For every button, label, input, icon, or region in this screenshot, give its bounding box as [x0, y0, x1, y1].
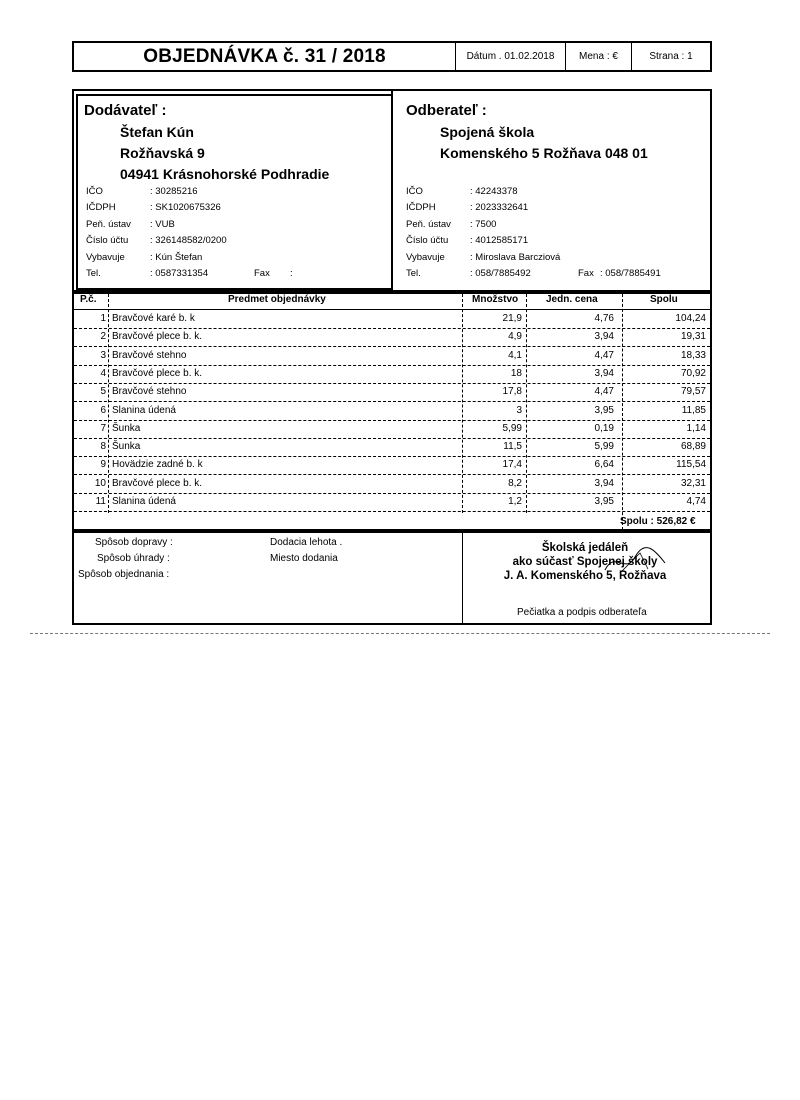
supplier-heading: Dodávateľ :	[84, 102, 167, 119]
row-number: 3	[100, 349, 106, 361]
row-total: 79,57	[680, 386, 706, 398]
row-total: 18,33	[680, 349, 706, 361]
row-quantity: 17,4	[502, 459, 522, 471]
row-unit-price: 3,94	[594, 477, 614, 489]
delivery-time: Dodacia lehota .	[270, 537, 343, 548]
customer-field-label: IČO	[406, 186, 423, 197]
customer-field-value: : 42243378	[470, 186, 518, 197]
row-number: 5	[100, 386, 106, 398]
table-row	[74, 420, 710, 439]
grand-total: Spolu : 526,82 €	[620, 516, 696, 527]
customer-field-label: Číslo účtu	[406, 235, 449, 247]
col-header-pc: P.č.	[80, 294, 97, 305]
table-row	[74, 310, 710, 329]
row-item: Bravčové plece b. k.	[112, 367, 203, 379]
supplier-field-value: : Kún Štefan	[150, 251, 203, 263]
row-number: 6	[100, 404, 106, 416]
customer-address: Komenského 5 Rožňava 048 01	[440, 145, 648, 161]
row-unit-price: 3,94	[594, 367, 614, 379]
row-total: 104,24	[675, 313, 706, 324]
row-total: 68,89	[680, 441, 706, 453]
table-row	[74, 456, 710, 475]
customer-field-value: : 4012585171	[470, 235, 529, 247]
table-row	[74, 365, 710, 384]
signature-scribble	[600, 545, 670, 580]
row-quantity: 5,99	[502, 422, 522, 434]
customer-fax-value: : 058/7885491	[600, 268, 661, 279]
customer-field-label: Tel.	[406, 268, 421, 279]
supplier-field-value: : VUB	[150, 218, 175, 230]
table-row	[74, 347, 710, 366]
customer-heading: Odberateľ :	[406, 102, 487, 119]
row-number: 1	[100, 313, 106, 324]
order-date: Dátum . 01.02.2018	[455, 43, 565, 70]
customer-field-value: : 2023332641	[470, 202, 529, 214]
supplier-field-value: : SK1020675326	[150, 202, 221, 214]
row-item: Bravčové stehno	[112, 349, 187, 361]
supplier-city: 04941 Krásnohorské Podhradie	[120, 166, 330, 182]
row-number: 9	[100, 459, 106, 471]
supplier-field-label: Číslo účtu	[86, 235, 129, 247]
row-total: 4,74	[686, 496, 706, 507]
customer-field-label: Vybavuje	[406, 251, 445, 263]
delivery-place: Miesto dodania	[270, 553, 338, 564]
transport-method: Spôsob dopravy :	[95, 537, 173, 548]
row-unit-price: 4,47	[594, 349, 614, 361]
stamp-line-1: Školská jedáleň	[541, 542, 629, 554]
row-quantity: 4,9	[508, 331, 522, 343]
parties-divider	[391, 89, 393, 292]
supplier-field-label: Peň. ústav	[86, 218, 131, 230]
stamp-line-2: ako súčasť Spojenej školy	[512, 556, 658, 568]
supplier-field-value: : 30285216	[150, 186, 198, 197]
row-unit-price: 3,95	[594, 404, 614, 416]
col-header-total: Spolu	[650, 294, 678, 305]
row-item: Bravčové plece b. k.	[112, 477, 203, 489]
col-header-unit-price: Jedn. cena	[546, 294, 598, 305]
customer-name: Spojená škola	[440, 124, 535, 140]
row-quantity: 3	[516, 404, 522, 416]
footer-divider	[462, 531, 463, 625]
row-unit-price: 4,47	[594, 386, 614, 398]
table-row	[74, 402, 710, 421]
row-item: Bravčové stehno	[112, 386, 187, 398]
row-quantity: 11,5	[503, 441, 522, 453]
row-number: 8	[100, 441, 106, 453]
row-unit-price: 3,94	[594, 331, 614, 343]
row-unit-price: 4,76	[594, 313, 614, 324]
supplier-fax-label: Fax	[254, 268, 270, 279]
row-item: Bravčové karé b. k	[112, 313, 195, 324]
row-quantity: 1,2	[508, 496, 522, 507]
currency: Mena : €	[565, 43, 631, 70]
row-item: Šunka	[112, 441, 141, 453]
customer-field-value: : Miroslava Barcziová	[470, 251, 561, 263]
signature-label: Pečiatka a podpis odberateľa	[517, 607, 647, 618]
row-unit-price: 6,64	[594, 459, 614, 471]
customer-fax-label: Fax	[578, 268, 594, 279]
row-number: 4	[100, 367, 106, 379]
table-row	[74, 328, 710, 347]
table-row	[74, 383, 710, 402]
customer-field-label: Peň. ústav	[406, 218, 451, 230]
row-number: 2	[100, 331, 106, 343]
table-row	[74, 438, 710, 457]
customer-field-value: : 7500	[470, 218, 497, 230]
row-quantity: 17,8	[502, 386, 522, 398]
supplier-field-label: Tel.	[86, 268, 101, 279]
col-header-qty: Množstvo	[472, 294, 519, 305]
row-total: 115,54	[676, 459, 706, 471]
row-quantity: 21,9	[502, 313, 522, 324]
order-method: Spôsob objednania :	[78, 569, 170, 580]
order-title: OBJEDNÁVKA č. 31 / 2018	[143, 45, 386, 67]
row-number: 11	[95, 496, 106, 507]
page-number: Strana : 1	[631, 43, 710, 70]
row-total: 32,31	[680, 477, 706, 489]
table-row	[74, 475, 710, 494]
row-unit-price: 3,95	[594, 496, 614, 507]
row-total: 19,31	[680, 331, 706, 343]
row-unit-price: 5,99	[594, 441, 614, 453]
supplier-field-value: : 326148582/0200	[150, 235, 227, 247]
row-total: 70,92	[680, 367, 706, 379]
col-header-item: Predmet objednávky	[228, 294, 326, 305]
row-quantity: 18	[510, 367, 522, 379]
supplier-name: Štefan Kún	[120, 124, 194, 140]
row-unit-price: 0,19	[594, 422, 614, 434]
row-number: 10	[94, 477, 106, 489]
order-header	[72, 41, 712, 72]
payment-method: Spôsob úhrady :	[97, 553, 170, 564]
row-item: Bravčové plece b. k.	[112, 331, 203, 343]
row-quantity: 4,1	[508, 349, 522, 361]
row-item: Slanina údená	[112, 404, 176, 416]
row-total: 1,14	[686, 422, 706, 434]
row-quantity: 8,2	[508, 477, 522, 489]
supplier-field-label: Vybavuje	[86, 251, 125, 263]
supplier-field-value: : 0587331354	[150, 268, 209, 279]
customer-field-value: : 058/7885492	[470, 268, 531, 279]
row-number: 7	[100, 422, 106, 434]
page-bottom-rule	[30, 633, 770, 634]
supplier-fax-value: :	[290, 268, 293, 279]
table-row	[74, 493, 710, 512]
row-item: Slanina údená	[112, 496, 176, 507]
customer-field-label: IČDPH	[406, 202, 436, 214]
row-total: 11,85	[681, 404, 706, 416]
stamp-line-3: J. A. Komenského 5, Rožňava	[503, 570, 667, 582]
supplier-field-label: IČDPH	[86, 202, 116, 214]
row-item: Hovädzie zadné b. k	[112, 459, 203, 471]
row-item: Šunka	[112, 422, 141, 434]
supplier-field-label: IČO	[86, 186, 103, 197]
supplier-street: Rožňavská 9	[120, 145, 205, 161]
